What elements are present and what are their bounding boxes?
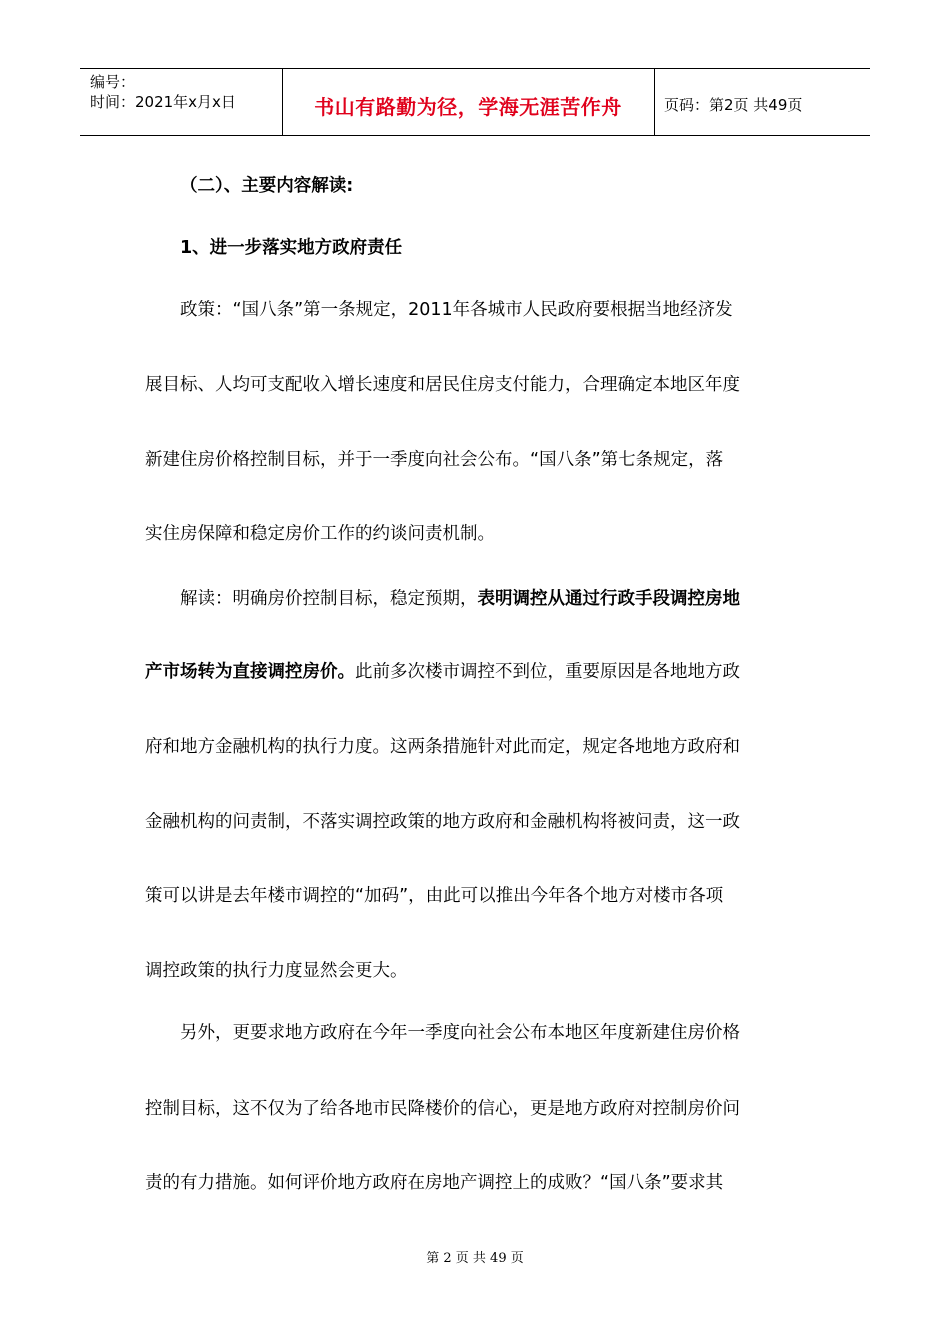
- interpretation-emphasis: 表明调控从通过行政手段调控房地: [477, 589, 740, 609]
- paragraph-line: 金融机构的问责制，不落实调控政策的地方政府和金融机构将被问责，这一政: [145, 812, 740, 832]
- paragraph-line: [180, 587, 845, 611]
- page-header: [80, 68, 870, 136]
- paragraph-line: [145, 660, 810, 684]
- interpretation-rest: 此前多次楼市调控不到位，重要原因是各地地方政: [355, 662, 740, 682]
- section-heading: （二）、主要内容解读:: [180, 176, 354, 196]
- header-motto: 书山有路勤为径，学海无涯苦作舟: [314, 95, 622, 119]
- header-divider: [654, 69, 655, 135]
- paragraph-line: 实住房保障和稳定房价工作的约谈问责机制。: [145, 524, 495, 544]
- paragraph-line: 展目标、人均可支配收入增长速度和居民住房支付能力，合理确定本地区年度: [145, 375, 740, 395]
- document-time-label: 时间：2021年x月x日: [90, 93, 236, 111]
- page-footer: 第 2 页 共 49 页: [426, 1251, 524, 1266]
- paragraph-line: 另外，更要求地方政府在今年一季度向社会公布本地区年度新建住房价格: [180, 1023, 740, 1043]
- header-meta: [90, 72, 236, 112]
- paragraph-line: 府和地方金融机构的执行力度。这两条措施针对此而定，规定各地地方政府和: [145, 737, 740, 757]
- paragraph-line: 责的有力措施。如何评价地方政府在房地产调控上的成败？“国八条”要求其: [145, 1173, 724, 1193]
- document-number-label: 编号：: [90, 73, 136, 91]
- paragraph-line: 控制目标，这不仅为了给各地市民降楼价的信心，更是地方政府对控制房价问: [145, 1099, 740, 1119]
- paragraph-line: 政策：“国八条”第一条规定，2011年各城市人民政府要根据当地经济发: [180, 300, 733, 320]
- interpretation-lead: 解读：明确房价控制目标，稳定预期，: [180, 589, 478, 609]
- paragraph-line: 新建住房价格控制目标，并于一季度向社会公布。“国八条”第七条规定，落: [145, 450, 724, 470]
- interpretation-emphasis: 产市场转为直接调控房价。: [145, 662, 355, 682]
- sub-heading: 1、进一步落实地方政府责任: [180, 238, 403, 258]
- paragraph-line: 策可以讲是去年楼市调控的“加码”，由此可以推出今年各个地方对楼市各项: [145, 886, 724, 906]
- paragraph-line: 调控政策的执行力度显然会更大。: [145, 961, 408, 981]
- header-page-info: 页码：第2页 共49页: [664, 96, 803, 114]
